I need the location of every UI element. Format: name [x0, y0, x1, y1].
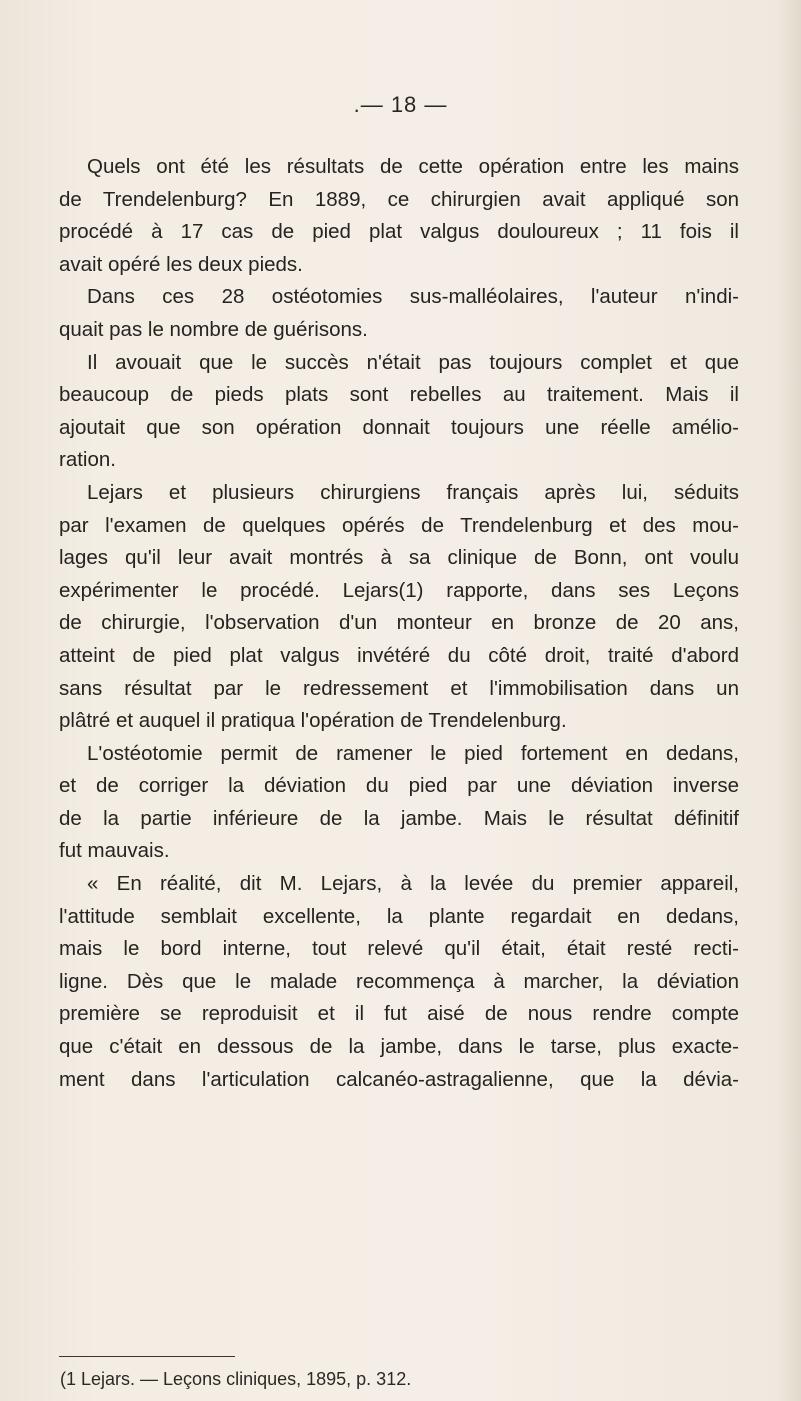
page-edge-shadow	[777, 0, 801, 1401]
text-line: fut mauvais.	[59, 839, 170, 863]
text-line: ligne. Dès que le malade recommença à marcher, la déviation	[59, 969, 739, 993]
footnote-rule	[59, 1356, 235, 1357]
text-line: ment dans l'articulation calcanéo-astragalienne, que la dévia-	[59, 1067, 739, 1091]
page-number: .— 18 —	[353, 92, 448, 117]
text-line: lages qu'il leur avait montrés à sa clinique de Bonn, ont voulu	[59, 546, 739, 570]
body-text	[59, 151, 739, 1096]
text-line: procédé à 17 cas de pied plat valgus douloureux ; 11 fois il	[59, 220, 739, 244]
text-line: de chirurgie, l'observation d'un monteur en bronze de 20 ans,	[59, 611, 739, 635]
text-line: avait opéré les deux pieds.	[59, 252, 303, 276]
text-line: ajoutait que son opération donnait toujours une réelle amélio-	[59, 415, 739, 439]
text-line: par l'examen de quelques opérés de Trendelenburg et des mou-	[59, 513, 739, 537]
text-line: « En réalité, dit M. Lejars, à la levée du premier appareil,	[87, 872, 739, 896]
text-line: de Trendelenburg? En 1889, ce chirurgien avait appliqué son	[59, 187, 739, 211]
text-line: mais le bord interne, tout relevé qu'il était, était resté recti-	[59, 937, 739, 961]
text-line: plâtré et auquel il pratiqua l'opération de Trendelenburg.	[59, 709, 567, 733]
text-line: que c'était en dessous de la jambe, dans le tarse, plus exacte-	[59, 1035, 739, 1059]
text-line: beaucoup de pieds plats sont rebelles au traitement. Mais il	[59, 383, 739, 407]
text-line: Lejars et plusieurs chirurgiens français après lui, séduits	[87, 480, 739, 504]
text-line: Quels ont été les résultats de cette opération entre les mains	[87, 155, 739, 178]
footnote: (1 Lejars. — Leçons cliniques, 1895, p. 312.	[60, 1369, 412, 1389]
text-line: atteint de pied plat valgus invétéré du côté droit, traité d'abord	[59, 643, 739, 667]
text-line: quait pas le nombre de guérisons.	[59, 317, 368, 341]
text-line: L'ostéotomie permit de ramener le pied fortement en dedans,	[87, 741, 739, 765]
text-line: première se reproduisit et il fut aisé de nous rendre compte	[59, 1002, 739, 1026]
text-line: Dans ces 28 ostéotomies sus-malléolaires, l'auteur n'indi-	[87, 285, 739, 309]
text-line: de la partie inférieure de la jambe. Mais le résultat définitif	[59, 806, 739, 830]
text-line: Il avouait que le succès n'était pas toujours complet et que	[87, 350, 739, 374]
text-line: sans résultat par le redressement et l'immobilisation dans un	[59, 676, 739, 700]
text-line: l'attitude semblait excellente, la plante regardait en dedans,	[59, 904, 739, 928]
text-line: ration.	[59, 448, 116, 472]
text-line: expérimenter le procédé. Lejars(1) rapporte, dans ses Leçons	[59, 578, 739, 602]
text-line: et de corriger la déviation du pied par une déviation inverse	[59, 774, 739, 798]
